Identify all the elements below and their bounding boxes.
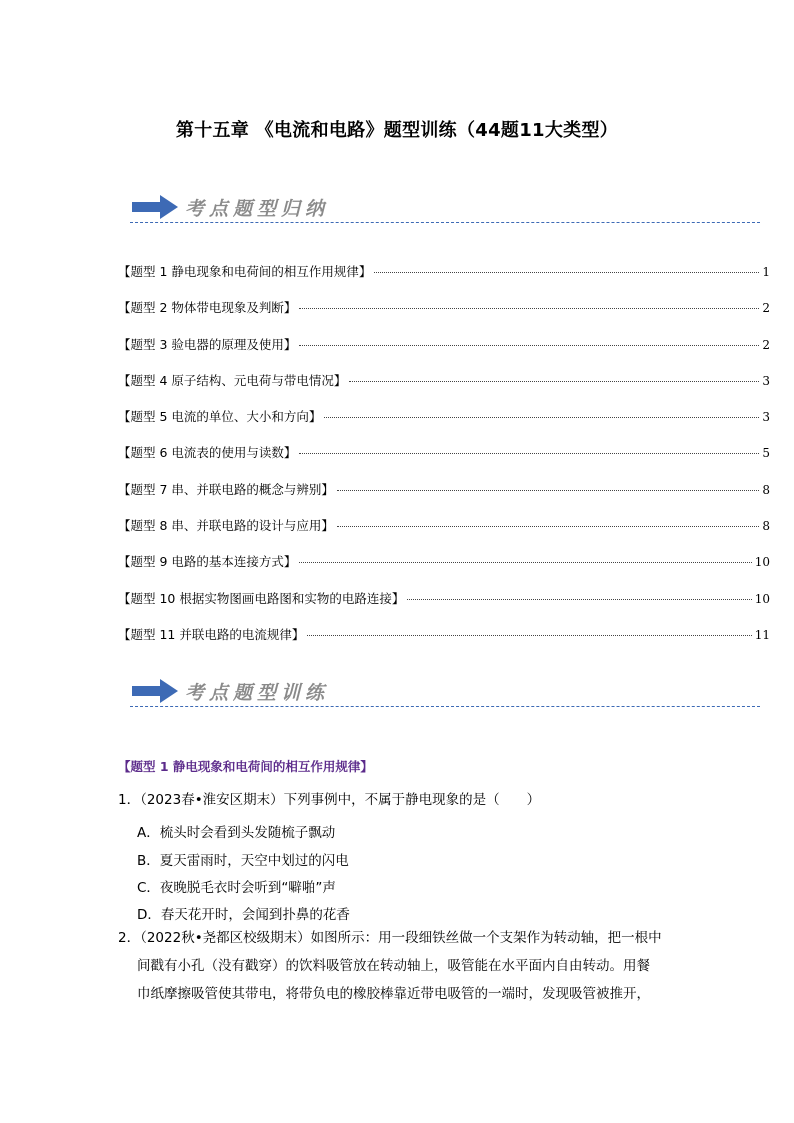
toc-item-title: 【题型 8 串、并联电路的设计与应用】	[118, 518, 334, 534]
toc-item-page: 8	[762, 482, 770, 497]
toc-item-page: 3	[762, 410, 770, 425]
toc-item[interactable]	[118, 625, 770, 661]
toc-item[interactable]	[118, 516, 770, 552]
question-2-line: 间戳有小孔（没有戳穿）的饮料吸管放在转动轴上，吸管能在水平面内自由转动。用餐	[137, 958, 650, 974]
question-1-option-a: A．梳头时会看到头发随梳子飘动	[137, 825, 336, 841]
toc-item[interactable]	[118, 443, 770, 479]
toc-item-title: 【题型 3 验电器的原理及使用】	[118, 336, 297, 352]
question-1-option-d: D．春天花开时，会闻到扑鼻的花香	[137, 907, 350, 923]
question-1-option-b: B．夏天雷雨时，天空中划过的闪电	[137, 853, 349, 869]
toc-item-page: 2	[762, 337, 770, 352]
arrow-right-icon	[132, 195, 178, 219]
toc-item-title: 【题型 1 静电现象和电荷间的相互作用规律】	[118, 264, 372, 279]
toc-item-page: 11	[754, 627, 770, 642]
toc-item[interactable]	[118, 480, 770, 516]
page-title: 第十五章 《电流和电路》题型训练（44题11大类型）	[175, 120, 619, 141]
section-header-summary	[130, 192, 760, 226]
toc-item-page: 10	[754, 555, 770, 570]
toc-item[interactable]	[118, 371, 770, 407]
toc-item-title: 【题型 7 串、并联电路的概念与辨别】	[118, 481, 334, 497]
toc-leader-dots	[374, 272, 759, 273]
toc-item[interactable]	[118, 407, 770, 443]
toc-item-title: 【题型 4 原子结构、元电荷与带电情况】	[118, 372, 347, 388]
toc-leader-dots	[337, 490, 759, 491]
toc-item-title: 【题型 10 根据实物图画电路图和实物的电路连接】	[118, 590, 405, 606]
section-label: 考点题型归纳	[185, 198, 330, 220]
toc-item-title: 【题型 11 并联电路的电流规律】	[118, 626, 305, 642]
toc-leader-dots	[307, 635, 751, 636]
toc-item-page: 3	[762, 373, 770, 388]
toc-item[interactable]	[118, 262, 770, 298]
toc-item-page: 5	[762, 446, 770, 461]
toc-item-title: 【题型 9 电路的基本连接方式】	[118, 554, 297, 570]
question-type-heading: 【题型 1 静电现象和电荷间的相互作用规律】	[118, 759, 373, 774]
toc-item[interactable]	[118, 589, 770, 625]
toc-item[interactable]	[118, 335, 770, 371]
toc-item[interactable]	[118, 552, 770, 588]
question-1-option-c: C．夜晚脱毛衣时会听到“噼啪”声	[137, 880, 336, 896]
table-of-contents	[118, 262, 770, 661]
toc-item-title: 【题型 2 物体带电现象及判断】	[118, 300, 297, 316]
toc-item[interactable]	[118, 298, 770, 334]
toc-leader-dots	[299, 453, 759, 454]
toc-item-page: 8	[762, 519, 770, 534]
toc-leader-dots	[324, 417, 759, 418]
arrow-right-icon	[132, 679, 178, 703]
toc-leader-dots	[299, 308, 759, 309]
question-2-line: 2．（2022秋•尧都区校级期末）如图所示：用一段细铁丝做一个支架作为转动轴，把一根中	[118, 930, 662, 946]
toc-item-page: 1	[762, 265, 770, 279]
toc-leader-dots	[337, 526, 759, 527]
toc-leader-dots	[299, 345, 759, 346]
question-1-stem: 1．（2023春•淮安区期末）下列事例中，不属于静电现象的是（ ）	[118, 792, 541, 808]
section-header-training	[130, 676, 760, 710]
toc-item-page: 2	[762, 301, 770, 316]
toc-item-page: 10	[754, 591, 770, 606]
toc-leader-dots	[407, 599, 751, 600]
toc-leader-dots	[299, 562, 751, 563]
section-divider	[130, 706, 760, 707]
toc-item-title: 【题型 6 电流表的使用与读数】	[118, 445, 297, 461]
toc-item-title: 【题型 5 电流的单位、大小和方向】	[118, 409, 322, 425]
question-2-line: 巾纸摩擦吸管使其带电，将带负电的橡胶棒靠近带电吸管的一端时，发现吸管被推开，	[137, 986, 650, 1002]
section-label: 考点题型训练	[185, 682, 330, 704]
section-divider	[130, 222, 760, 223]
toc-leader-dots	[349, 381, 759, 382]
